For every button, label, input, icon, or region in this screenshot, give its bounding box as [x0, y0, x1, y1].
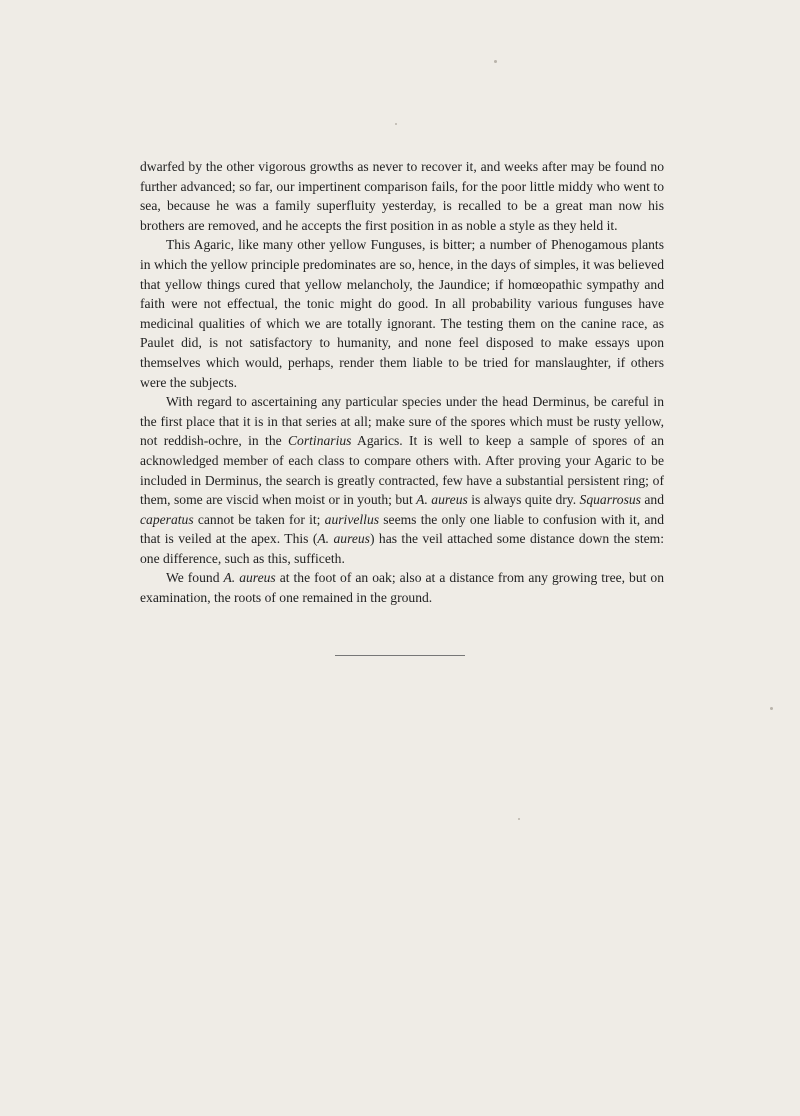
italic-text: A. aureus: [317, 531, 370, 547]
paragraph-1: [140, 157, 664, 235]
paragraph-2: [140, 235, 664, 392]
text-run: With regard to ascertaining any particular species under the head Derminus, be careful in the first place that it is in that series at all; make sure of the spores which must be rusty yellow, not reddish-ochre, in the: [140, 394, 664, 449]
italic-text: Cortinarius: [287, 433, 352, 449]
paper-speck: [395, 123, 397, 125]
text-run: This Agaric, like many other yellow Funguses, is bitter; a number of Phenogamous plants in which the yellow principle predominates are so, hence, in the days of simples, it was believed that yellow things cured that yellow melancholy, the Jaundice; if homœopathic sympathy and faith were not effectual, the tonic might do good. In all probability various funguses have medicinal qualities of which we are totally ignorant. The testing them on the canine race, as Paulet did, is not satisfactory to humanity, and none feel disposed to make essays upon themselves which would, perhaps, render them liable to be tried for manslaughter, if others were the subjects.: [140, 237, 664, 390]
paragraph-4: [140, 568, 664, 607]
text-run: We found: [166, 570, 224, 586]
italic-text: caperatus: [140, 511, 194, 527]
text-run: and: [640, 492, 664, 508]
text-run: at the foot of an oak; also at a distance from any growing tree, but on examination, the roots of one remained in the ground.: [140, 570, 664, 606]
italic-text: aurivellus: [324, 511, 380, 527]
body-text: [140, 157, 664, 608]
italic-text: A. aureus: [416, 492, 468, 508]
italic-text: Squarrosus: [579, 492, 641, 508]
text-run: cannot be taken for it;: [193, 511, 325, 527]
paper-speck: [494, 60, 497, 63]
text-run: is always quite dry.: [467, 492, 580, 508]
paper-speck: [770, 707, 773, 710]
text-run: ) has the veil attached some distance down the stem: one difference, such as this, sufficeth.: [140, 531, 664, 566]
section-divider: [335, 655, 465, 656]
paper-speck: [518, 818, 520, 820]
text-run: Agarics. It is well to keep a sample of spores of an acknowledged member of each class to compare others with. After proving your Agaric to be included in Derminus, the search is greatly contracted, few have a substantial persistent ring; of them, some are viscid when moist or in youth; but: [140, 433, 665, 508]
text-run: seems the only one liable to confusion with it, and that is veiled at the apex. This (: [140, 511, 665, 547]
text-run: dwarfed by the other vigorous growths as never to recover it, and weeks after may be found no further advanced; so far, our impertinent comparison fails, for the poor little middy who went to sea, because he was a family superfluity yesterday, is recalled to be a great man now his brothers are removed, and he accepts the first position in as noble a style as they held it.: [140, 159, 664, 233]
paragraph-3: [140, 392, 664, 568]
italic-text: A. aureus: [223, 570, 276, 586]
